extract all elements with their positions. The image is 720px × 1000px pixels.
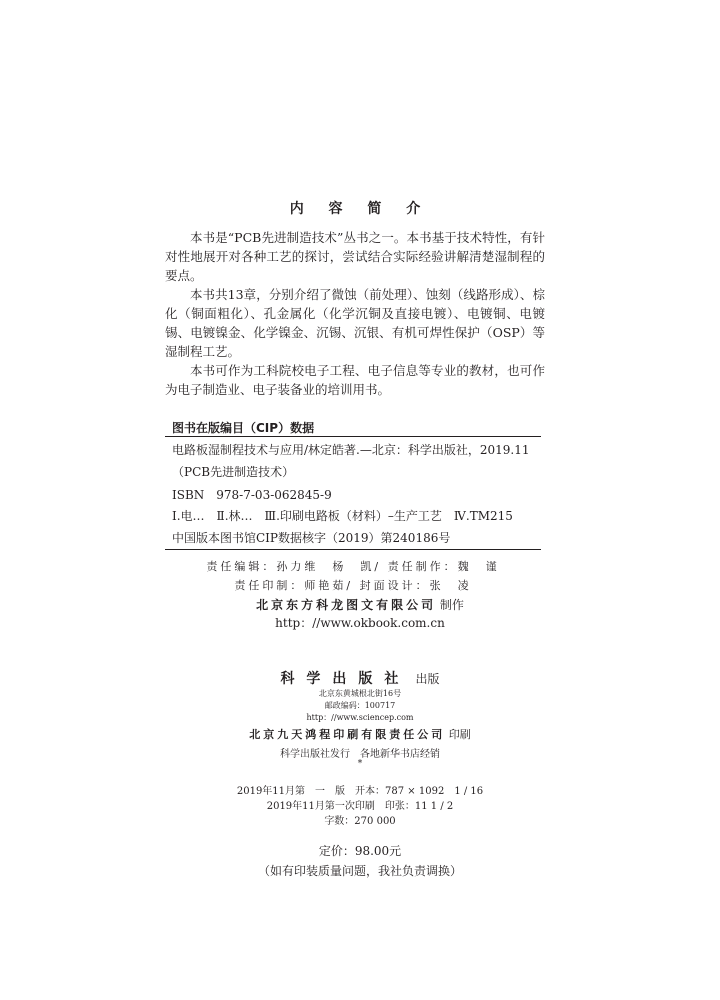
printing-credits <box>165 577 541 593</box>
intro-paragraph-1: 本书是“PCB先进制造技术”丛书之一。本书基于技术特性，有针对性地展开对各种工艺的探讨，尝试结合实际经验讲解清楚湿制程的要点。 <box>165 230 545 283</box>
studio-url: http：//www.okbook.com.cn <box>275 616 445 630</box>
cip-title-line: 电路板湿制程技术与应用/林定皓著.—北京：科学出版社，2019.11 <box>172 443 530 457</box>
distributor: 科学出版社发行 <box>280 749 350 760</box>
cip-isbn-line: ISBN 978-7-03-062845-9 <box>172 488 332 502</box>
format-text: 开本：787 × 1092 1 / 16 <box>355 786 484 797</box>
printing-line <box>0 797 720 812</box>
cip-series-line: （PCB先进制造技术） <box>172 465 295 479</box>
publisher-line <box>0 668 720 688</box>
price-label: 定价：98.00元 <box>318 844 402 858</box>
cip-heading: 图书在版编目（CIP）数据 <box>172 421 315 435</box>
printer-name: 北京九天鸿程印刷有限责任公司 <box>249 728 446 741</box>
distribution-line <box>0 745 720 760</box>
publisher-name: 科学出版社 <box>280 671 411 687</box>
editor-names: 孙力维 杨 凯 <box>276 560 375 573</box>
publisher-url: http：//www.sciencep.com <box>306 713 414 722</box>
producer-name: 魏 谨 <box>457 560 500 573</box>
studio-name: 北京东方科龙图文有限公司 <box>256 598 437 612</box>
page-title: 内 容 简 介 <box>289 201 431 217</box>
editor-label: 责任编辑： <box>206 560 277 573</box>
seller: 各地新华书店经销 <box>360 749 440 760</box>
printer-suffix: 印刷 <box>448 728 471 741</box>
separator-star: * <box>357 759 363 769</box>
publisher-suffix: 出版 <box>415 672 440 686</box>
intro-paragraph-3: 本书可作为工科院校电子工程、电子信息等专业的教材，也可作为电子制造业、电子装备业的培训用书。 <box>165 363 545 397</box>
publisher-address: 北京东黄城根北街16号 <box>318 689 402 698</box>
word-count: 字数：270 000 <box>324 816 396 827</box>
design-name: 张 凌 <box>429 579 472 592</box>
printing-text: 2019年11月第一次印刷 <box>266 801 375 812</box>
sheets-text: 印张：11 1 / 2 <box>384 801 454 812</box>
publisher-postcode: 邮政编码：100717 <box>324 701 396 710</box>
cip-bottom-rule <box>165 549 541 550</box>
edition-line <box>0 782 720 797</box>
printing-name: 师艳茹 <box>304 579 347 592</box>
cip-classification-line: Ⅰ.电… Ⅱ.林… Ⅲ.印刷电路板（材料）–生产工艺 Ⅳ.TM215 <box>172 509 513 523</box>
content-introduction <box>165 228 545 399</box>
printer-line <box>0 726 720 742</box>
intro-paragraph-2: 本书共13章，分别介绍了微蚀（前处理）、蚀刻（线路形成）、棕化（铜面粗化）、孔金属化（化学沉铜及直接电镀）、电镀铜、电镀锡、电镀镍金、化学镍金、沉锡、沉银、有机可焊性保护（OSP）等湿制程工艺。 <box>165 287 545 359</box>
studio-suffix: 制作 <box>439 598 464 612</box>
quality-note: （如有印装质量问题，我社负责调换） <box>257 864 462 878</box>
studio-line <box>0 596 720 613</box>
design-label: / 封面设计： <box>346 579 430 592</box>
printing-label: 责任印制： <box>234 579 305 592</box>
cip-top-rule <box>165 436 541 437</box>
producer-label: / 责任制作： <box>374 560 458 573</box>
cip-record-line: 中国版本图书馆CIP数据核字（2019）第240186号 <box>172 531 451 545</box>
editor-credits <box>165 558 541 574</box>
edition-text: 2019年11月第 一 版 <box>236 786 346 797</box>
